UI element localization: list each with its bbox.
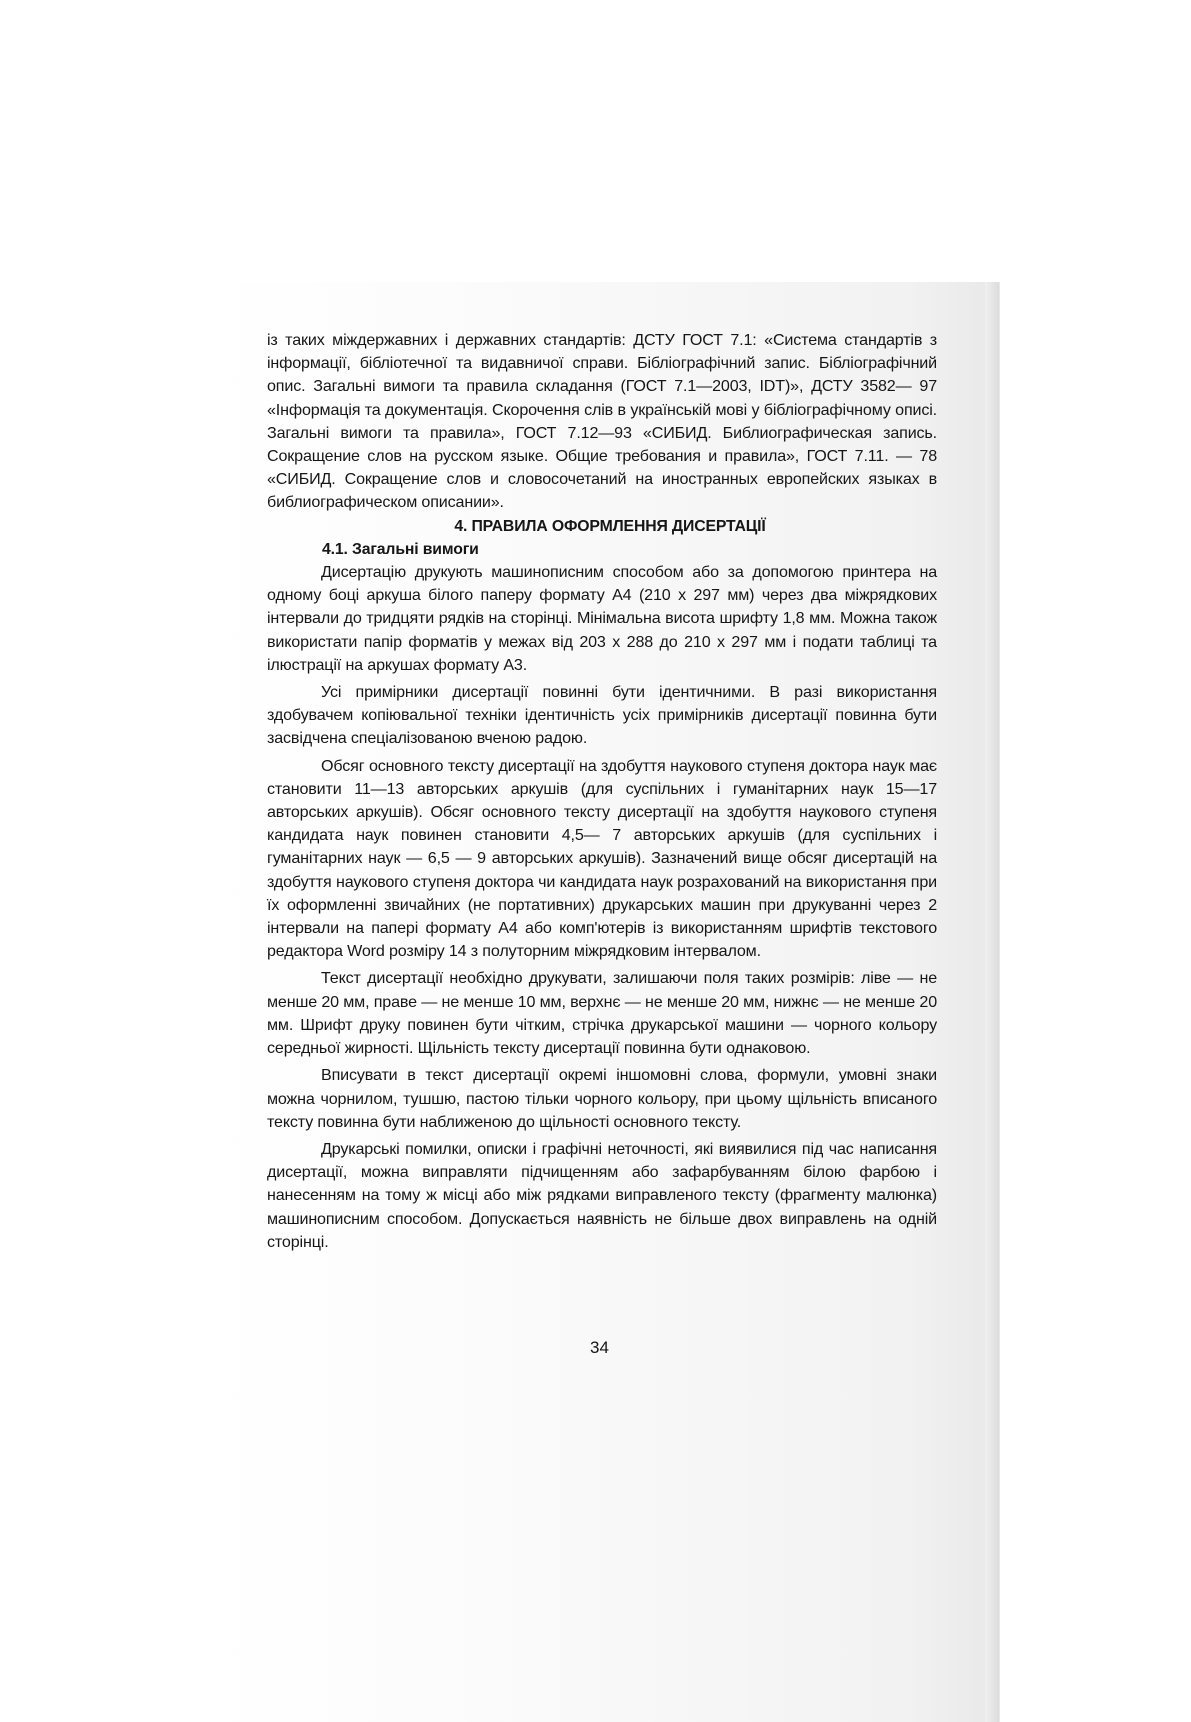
subsection-heading: 4.1. Загальні вимоги (322, 540, 479, 558)
document-page (267, 329, 937, 1254)
paragraph-margins: Текст дисертації необхідно друкувати, залишаючи поля таких розмірів: ліве — не менше 20 мм, праве — не менше 10 мм, верхнє — не менше 20 мм, нижнє — не менше 20 мм. Шрифт друку повинен бути чітким, стрічка друкарської машини — чорного кольору середньої жирності. Щільність тексту дисертації повинна бути однаковою. (267, 969, 937, 1058)
paragraph-inserted-text: Вписувати в текст дисертації окремі іншомовні слова, формули, умовні знаки можна чорнилом, тушшю, пастою тільки чорного кольору, при цьому щільність вписаного тексту повинна бути наближеною до щільності основного тексту. (267, 1066, 937, 1131)
paragraph-corrections: Друкарські помилки, описки і графічні неточності, які виявилися під час написання дисертації, можна виправляти підчищенням або зафарбуванням білою фарбою і нанесенням на тому ж місці або між рядками виправленого тексту (фрагменту малюнка) машинописним способом. Допускається наявність не більше двох виправлень на одній сторінці. (267, 1139, 937, 1251)
paragraph-standards-list: із таких міждержавних і державних стандартів: ДСТУ ГОСТ 7.1: «Система стандартів з інформації, бібліотечної та видавничої справи. Бібліографічний запис. Бібліографічний опис. Загальні вимоги та правила складання (ГОСТ 7.1—2003, IDT)», ДСТУ 3582— 97 «Інформація та документація. Скорочення слів в українській мові у бібліографічному описі. Загальні вимоги та правила», ГОСТ 7.12—93 «СИБИД. Библиографическая запись. Сокращение слов на русском языке. Общие требования и правила», ГОСТ 7.11. — 78 «СИБИД. Сокращение слов и словосочетаний на иностранных европейских языках в библиографическом описании». (267, 331, 937, 512)
section-heading: 4. ПРАВИЛА ОФОРМЛЕННЯ ДИСЕРТАЦІЇ (454, 517, 766, 535)
page-number: 34 (590, 1338, 609, 1357)
paragraph-identical-copies: Усі примірники дисертації повинні бути ідентичними. В разі використання здобувачем копіювальної техніки ідентичність усіх примірників дисертації повинна бути засвідчена спеціалізованою вченою радою. (267, 683, 937, 748)
scanned-page-edge (985, 282, 999, 1722)
paragraph-text-volume: Обсяг основного тексту дисертації на здобуття наукового ступеня доктора наук має становити 11—13 авторських аркушів (для суспільних і гуманітарних наук 15—17 авторських аркушів). Обсяг основного тексту дисертації на здобуття наукового ступеня кандидата наук повинен становити 4,5— 7 авторських аркушів (для суспільних і гуманітарних наук — 6,5 — 9 авторських аркушів). Зазначений вище обсяг дисертацій на здобуття наукового ступеня доктора чи кандидата наук розрахований на використання при їх оформленні звичайних (не портативних) друкарських машин при друкуванні через 2 інтервали на папері формату А4 або комп'ютерів із використанням шрифтів текстового редактора Word розміру 14 з полуторним міжрядковим інтервалом. (267, 756, 937, 961)
paragraph-printing-method: Дисертацію друкують машинописним способом або за допомогою принтера на одному боці аркуша білого паперу формату А4 (210 х 297 мм) через два міжрядкових інтервали до тридцяти рядків на сторінці. Мінімальна висота шрифту 1,8 мм. Можна також використати папір форматів у межах від 203 х 288 до 210 х 297 мм і подати таблиці та ілюстрації на аркушах формату A3. (267, 563, 937, 674)
